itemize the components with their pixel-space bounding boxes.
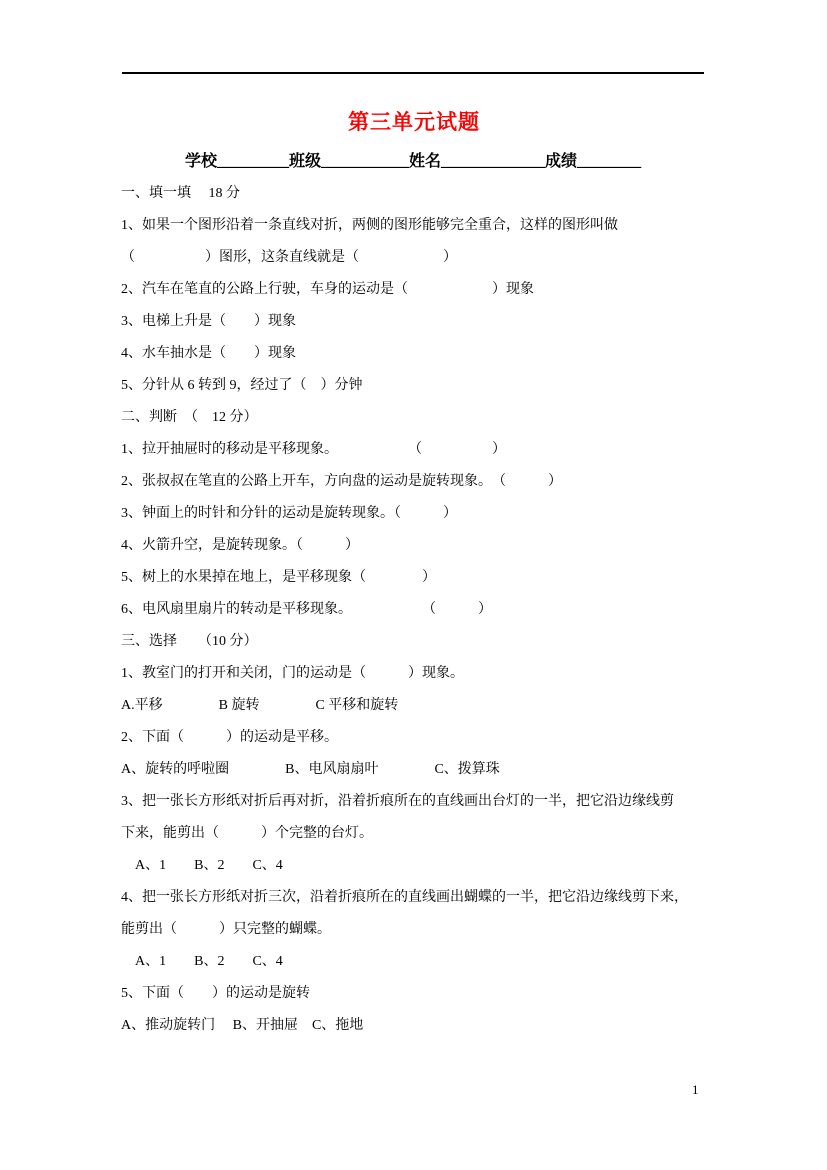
option-line: A、1 B、2 C、4 bbox=[121, 954, 283, 969]
field-blank-name: _____________ bbox=[441, 153, 546, 170]
field-blank-score: ________ bbox=[577, 153, 642, 170]
field-label-class: 班级 bbox=[289, 153, 322, 170]
question-body bbox=[121, 178, 721, 1042]
section-1-heading: 一、填一填 18 分 bbox=[121, 186, 240, 201]
field-blank-school: _________ bbox=[217, 153, 290, 170]
question-line: 5、分针从 6 转到 9，经过了（ ）分钟 bbox=[121, 378, 363, 393]
option-line: A.平移 B 旋转 C 平移和旋转 bbox=[121, 698, 399, 713]
question-line: 下来，能剪出（ ）个完整的台灯。 bbox=[121, 826, 373, 841]
question-line: 1、教室门的打开和关闭，门的运动是（ ）现象。 bbox=[121, 666, 464, 681]
field-label-score: 成绩 bbox=[545, 153, 578, 170]
option-line: A、1 B、2 C、4 bbox=[121, 858, 283, 873]
question-line: 1、拉开抽屉时的移动是平移现象。 （ ） bbox=[121, 442, 506, 457]
field-blank-class: ___________ bbox=[321, 153, 410, 170]
question-line: 4、水车抽水是（ ）现象 bbox=[121, 346, 296, 361]
page-number: 1 bbox=[692, 1082, 699, 1097]
question-line: 1、如果一个图形沿着一条直线对折，两侧的图形能够完全重合，这样的图形叫做 bbox=[121, 218, 618, 233]
option-line: A、推动旋转门 B、开抽屉 C、拖地 bbox=[121, 1018, 364, 1033]
header-rule bbox=[122, 72, 704, 74]
field-name bbox=[409, 153, 545, 170]
section-2-heading: 二、判断 （ 12 分） bbox=[121, 410, 258, 425]
question-line: 6、电风扇里扇片的转动是平移现象。 （ ） bbox=[121, 602, 492, 617]
field-score bbox=[545, 153, 641, 170]
section-3-heading: 三、选择 （10 分） bbox=[121, 634, 258, 649]
field-label-school: 学校 bbox=[185, 153, 218, 170]
field-school bbox=[185, 153, 289, 170]
question-line: 5、下面（ ）的运动是旋转 bbox=[121, 986, 310, 1001]
question-line: 4、火箭升空，是旋转现象。（ ） bbox=[121, 538, 359, 553]
question-line: 3、钟面上的时针和分针的运动是旋转现象。（ ） bbox=[121, 506, 457, 521]
question-line: 3、把一张长方形纸对折后再对折，沿着折痕所在的直线画出台灯的一半，把它沿边缘线剪 bbox=[121, 794, 674, 809]
question-line: 2、下面（ ）的运动是平移。 bbox=[121, 730, 338, 745]
question-line: 5、树上的水果掉在地上，是平移现象（ ） bbox=[121, 570, 436, 585]
page-title: 第三单元试题 bbox=[348, 110, 480, 134]
question-line: 能剪出（ ）只完整的蝴蝶。 bbox=[121, 922, 331, 937]
question-line: 2、张叔叔在笔直的公路上开车，方向盘的运动是旋转现象。 （ ） bbox=[121, 474, 562, 489]
question-line: 4、把一张长方形纸对折三次，沿着折痕所在的直线画出蝴蝶的一半，把它沿边缘线剪下来， bbox=[121, 890, 688, 905]
field-class bbox=[289, 153, 409, 170]
option-line: A、旋转的呼啦圈 B、电风扇扇叶 C、拨算珠 bbox=[121, 762, 500, 777]
question-line: 2、汽车在笔直的公路上行驶，车身的运动是（ ）现象 bbox=[121, 282, 534, 297]
question-line: 3、电梯上升是（ ）现象 bbox=[121, 314, 296, 329]
question-line: （ ）图形，这条直线就是（ ） bbox=[121, 250, 457, 265]
field-label-name: 姓名 bbox=[409, 153, 442, 170]
